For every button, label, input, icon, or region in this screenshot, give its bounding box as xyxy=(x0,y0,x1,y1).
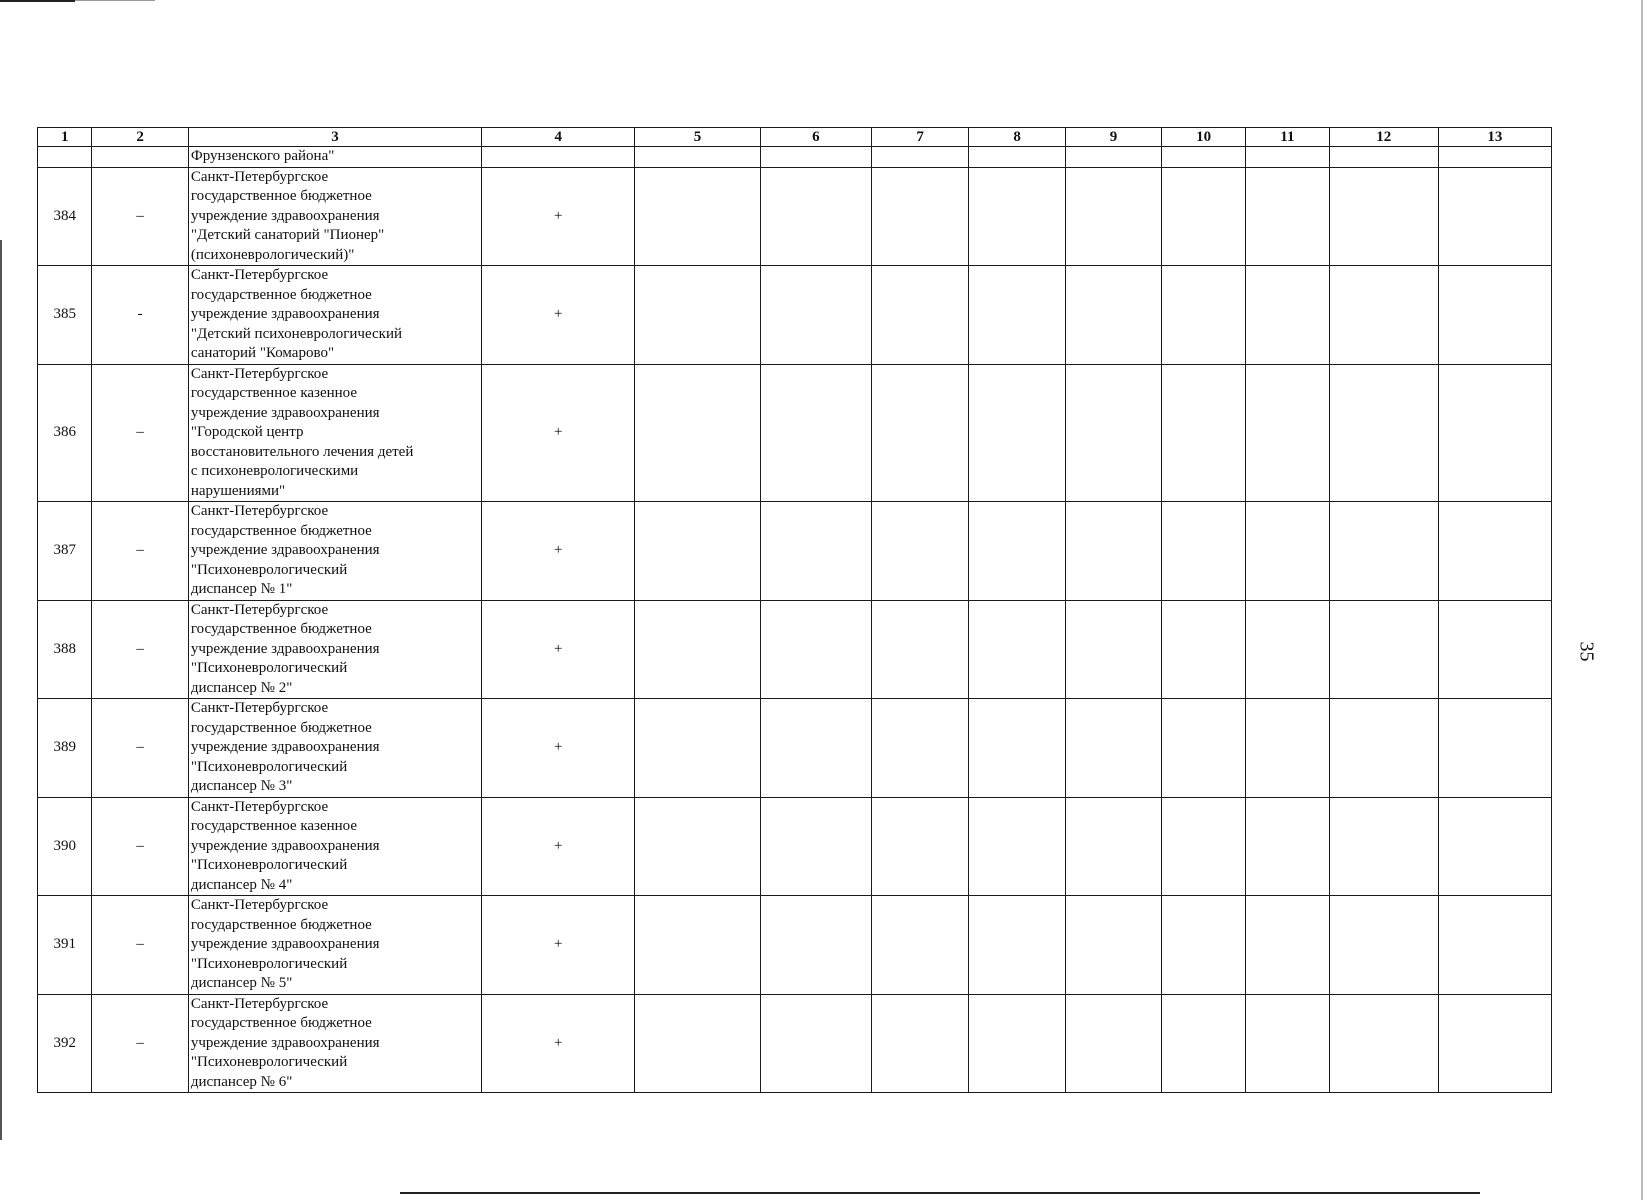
empty-cell xyxy=(1162,797,1246,896)
header-cell: 8 xyxy=(969,128,1065,147)
row-number: 387 xyxy=(38,502,92,601)
empty-cell xyxy=(1438,699,1551,798)
empty-cell xyxy=(635,266,761,365)
table-row xyxy=(38,600,1552,699)
col4-mark: + xyxy=(482,797,635,896)
empty-cell xyxy=(969,600,1065,699)
empty-cell xyxy=(635,699,761,798)
scan-edge-top-faint xyxy=(75,0,155,1)
institution-name: Санкт-Петербургское государственное бюджетное учреждение здравоохранения "Психоневрологический диспансер № 3" xyxy=(188,699,481,798)
empty-cell xyxy=(1245,699,1329,798)
institution-name: Санкт-Петербургское государственное бюджетное учреждение здравоохранения "Психоневрологический диспансер № 2" xyxy=(188,600,481,699)
header-cell: 13 xyxy=(1438,128,1551,147)
empty-cell xyxy=(871,167,968,266)
empty-cell xyxy=(969,994,1065,1093)
empty-cell xyxy=(1329,994,1438,1093)
table-row xyxy=(38,896,1552,995)
empty-cell xyxy=(1329,600,1438,699)
row-number: 384 xyxy=(38,167,92,266)
empty-cell xyxy=(760,600,871,699)
col4-mark: + xyxy=(482,699,635,798)
empty-cell xyxy=(1245,364,1329,502)
empty-cell xyxy=(635,364,761,502)
scan-edge-left xyxy=(0,240,2,1140)
col4-mark: + xyxy=(482,994,635,1093)
col2-value: – xyxy=(92,364,188,502)
col2-value: - xyxy=(92,266,188,365)
empty-cell xyxy=(969,266,1065,365)
empty-cell xyxy=(871,994,968,1093)
empty-cell xyxy=(1329,167,1438,266)
col2-value: – xyxy=(92,699,188,798)
empty-cell xyxy=(635,502,761,601)
institution-name: Санкт-Петербургское государственное бюджетное учреждение здравоохранения "Психоневрологический диспансер № 5" xyxy=(188,896,481,995)
institution-name: Санкт-Петербургское государственное бюджетное учреждение здравоохранения "Психоневрологический диспансер № 1" xyxy=(188,502,481,601)
table-row xyxy=(38,699,1552,798)
empty-cell xyxy=(1065,994,1161,1093)
empty-cell xyxy=(1065,797,1161,896)
empty-cell xyxy=(1065,266,1161,365)
header-cell: 7 xyxy=(871,128,968,147)
empty-cell xyxy=(1065,600,1161,699)
empty-cell xyxy=(1162,699,1246,798)
header-cell: 11 xyxy=(1245,128,1329,147)
empty-cell xyxy=(1162,896,1246,995)
empty-cell xyxy=(1065,699,1161,798)
row-number: 390 xyxy=(38,797,92,896)
row-number: 385 xyxy=(38,266,92,365)
empty-cell xyxy=(1065,167,1161,266)
table-row xyxy=(38,266,1552,365)
empty-cell xyxy=(760,266,871,365)
empty-cell xyxy=(1438,896,1551,995)
continuation-text: Фрунзенского района" xyxy=(188,147,481,168)
header-cell: 9 xyxy=(1065,128,1161,147)
col4-mark: + xyxy=(482,600,635,699)
empty-cell xyxy=(760,699,871,798)
col2-value: – xyxy=(92,896,188,995)
empty-cell xyxy=(1162,167,1246,266)
col4-mark: + xyxy=(482,896,635,995)
empty-cell xyxy=(1329,896,1438,995)
header-cell: 1 xyxy=(38,128,92,147)
row-number: 391 xyxy=(38,896,92,995)
col2-value: – xyxy=(92,797,188,896)
empty-cell xyxy=(635,600,761,699)
header-row xyxy=(38,128,1552,147)
page-number: 35 xyxy=(1575,641,1598,662)
header-cell: 3 xyxy=(188,128,481,147)
col4-mark: + xyxy=(482,364,635,502)
empty-cell xyxy=(1162,266,1246,365)
empty-cell xyxy=(1065,364,1161,502)
table-row xyxy=(38,994,1552,1093)
empty-cell xyxy=(1245,994,1329,1093)
continuation-row xyxy=(38,147,1552,168)
empty-cell xyxy=(635,797,761,896)
col4-mark: + xyxy=(482,266,635,365)
scan-edge-bottom xyxy=(400,1192,1480,1194)
empty-cell xyxy=(871,600,968,699)
institution-name: Санкт-Петербургское государственное бюджетное учреждение здравоохранения "Детский психоневрологический санаторий "Комарово" xyxy=(188,266,481,365)
empty-cell xyxy=(1162,502,1246,601)
empty-cell xyxy=(760,994,871,1093)
table-row xyxy=(38,167,1552,266)
empty-cell xyxy=(1245,600,1329,699)
empty-cell xyxy=(635,167,761,266)
header-cell: 5 xyxy=(635,128,761,147)
scan-edge-top xyxy=(0,0,75,2)
empty-cell xyxy=(1245,797,1329,896)
document-table xyxy=(37,127,1552,1093)
empty-cell xyxy=(760,167,871,266)
empty-cell xyxy=(1162,600,1246,699)
header-cell: 2 xyxy=(92,128,188,147)
col2-value: – xyxy=(92,502,188,601)
empty-cell xyxy=(1438,167,1551,266)
empty-cell xyxy=(969,167,1065,266)
table-row xyxy=(38,502,1552,601)
empty-cell xyxy=(635,896,761,995)
empty-cell xyxy=(1329,502,1438,601)
empty-cell xyxy=(871,364,968,502)
empty-cell xyxy=(871,699,968,798)
empty-cell xyxy=(871,797,968,896)
table-row xyxy=(38,364,1552,502)
empty-cell xyxy=(1329,364,1438,502)
empty-cell xyxy=(969,364,1065,502)
empty-cell xyxy=(1245,266,1329,365)
row-number: 389 xyxy=(38,699,92,798)
header-cell: 4 xyxy=(482,128,635,147)
header-cell: 12 xyxy=(1329,128,1438,147)
header-cell: 10 xyxy=(1162,128,1246,147)
institution-name: Санкт-Петербургское государственное бюджетное учреждение здравоохранения "Психоневрологический диспансер № 6" xyxy=(188,994,481,1093)
table-row xyxy=(38,797,1552,896)
empty-cell xyxy=(1438,797,1551,896)
empty-cell xyxy=(760,797,871,896)
col2-value: – xyxy=(92,600,188,699)
row-number: 392 xyxy=(38,994,92,1093)
col4-mark: + xyxy=(482,167,635,266)
empty-cell xyxy=(1438,600,1551,699)
empty-cell xyxy=(1245,896,1329,995)
empty-cell xyxy=(1438,364,1551,502)
empty-cell xyxy=(1065,502,1161,601)
empty-cell xyxy=(1329,797,1438,896)
row-number: 386 xyxy=(38,364,92,502)
row-number: 388 xyxy=(38,600,92,699)
empty-cell xyxy=(1245,167,1329,266)
empty-cell xyxy=(871,502,968,601)
empty-cell xyxy=(1438,994,1551,1093)
institution-name: Санкт-Петербургское государственное казенное учреждение здравоохранения "Городской центр восстановительного лечения детей с психоневрологическими нарушениями" xyxy=(188,364,481,502)
institution-name: Санкт-Петербургское государственное бюджетное учреждение здравоохранения "Детский санаторий "Пионер" (психоневрологический)" xyxy=(188,167,481,266)
empty-cell xyxy=(635,994,761,1093)
col2-value: – xyxy=(92,167,188,266)
col4-mark: + xyxy=(482,502,635,601)
empty-cell xyxy=(871,266,968,365)
institution-name: Санкт-Петербургское государственное казенное учреждение здравоохранения "Психоневрологический диспансер № 4" xyxy=(188,797,481,896)
empty-cell xyxy=(760,502,871,601)
empty-cell xyxy=(1329,699,1438,798)
empty-cell xyxy=(760,364,871,502)
empty-cell xyxy=(1438,502,1551,601)
header-cell: 6 xyxy=(760,128,871,147)
empty-cell xyxy=(1438,266,1551,365)
empty-cell xyxy=(871,896,968,995)
empty-cell xyxy=(969,797,1065,896)
empty-cell xyxy=(969,699,1065,798)
empty-cell xyxy=(760,896,871,995)
col2-value: – xyxy=(92,994,188,1093)
empty-cell xyxy=(1162,994,1246,1093)
empty-cell xyxy=(969,502,1065,601)
empty-cell xyxy=(1329,266,1438,365)
empty-cell xyxy=(969,896,1065,995)
empty-cell xyxy=(1065,896,1161,995)
empty-cell xyxy=(1245,502,1329,601)
empty-cell xyxy=(1162,364,1246,502)
